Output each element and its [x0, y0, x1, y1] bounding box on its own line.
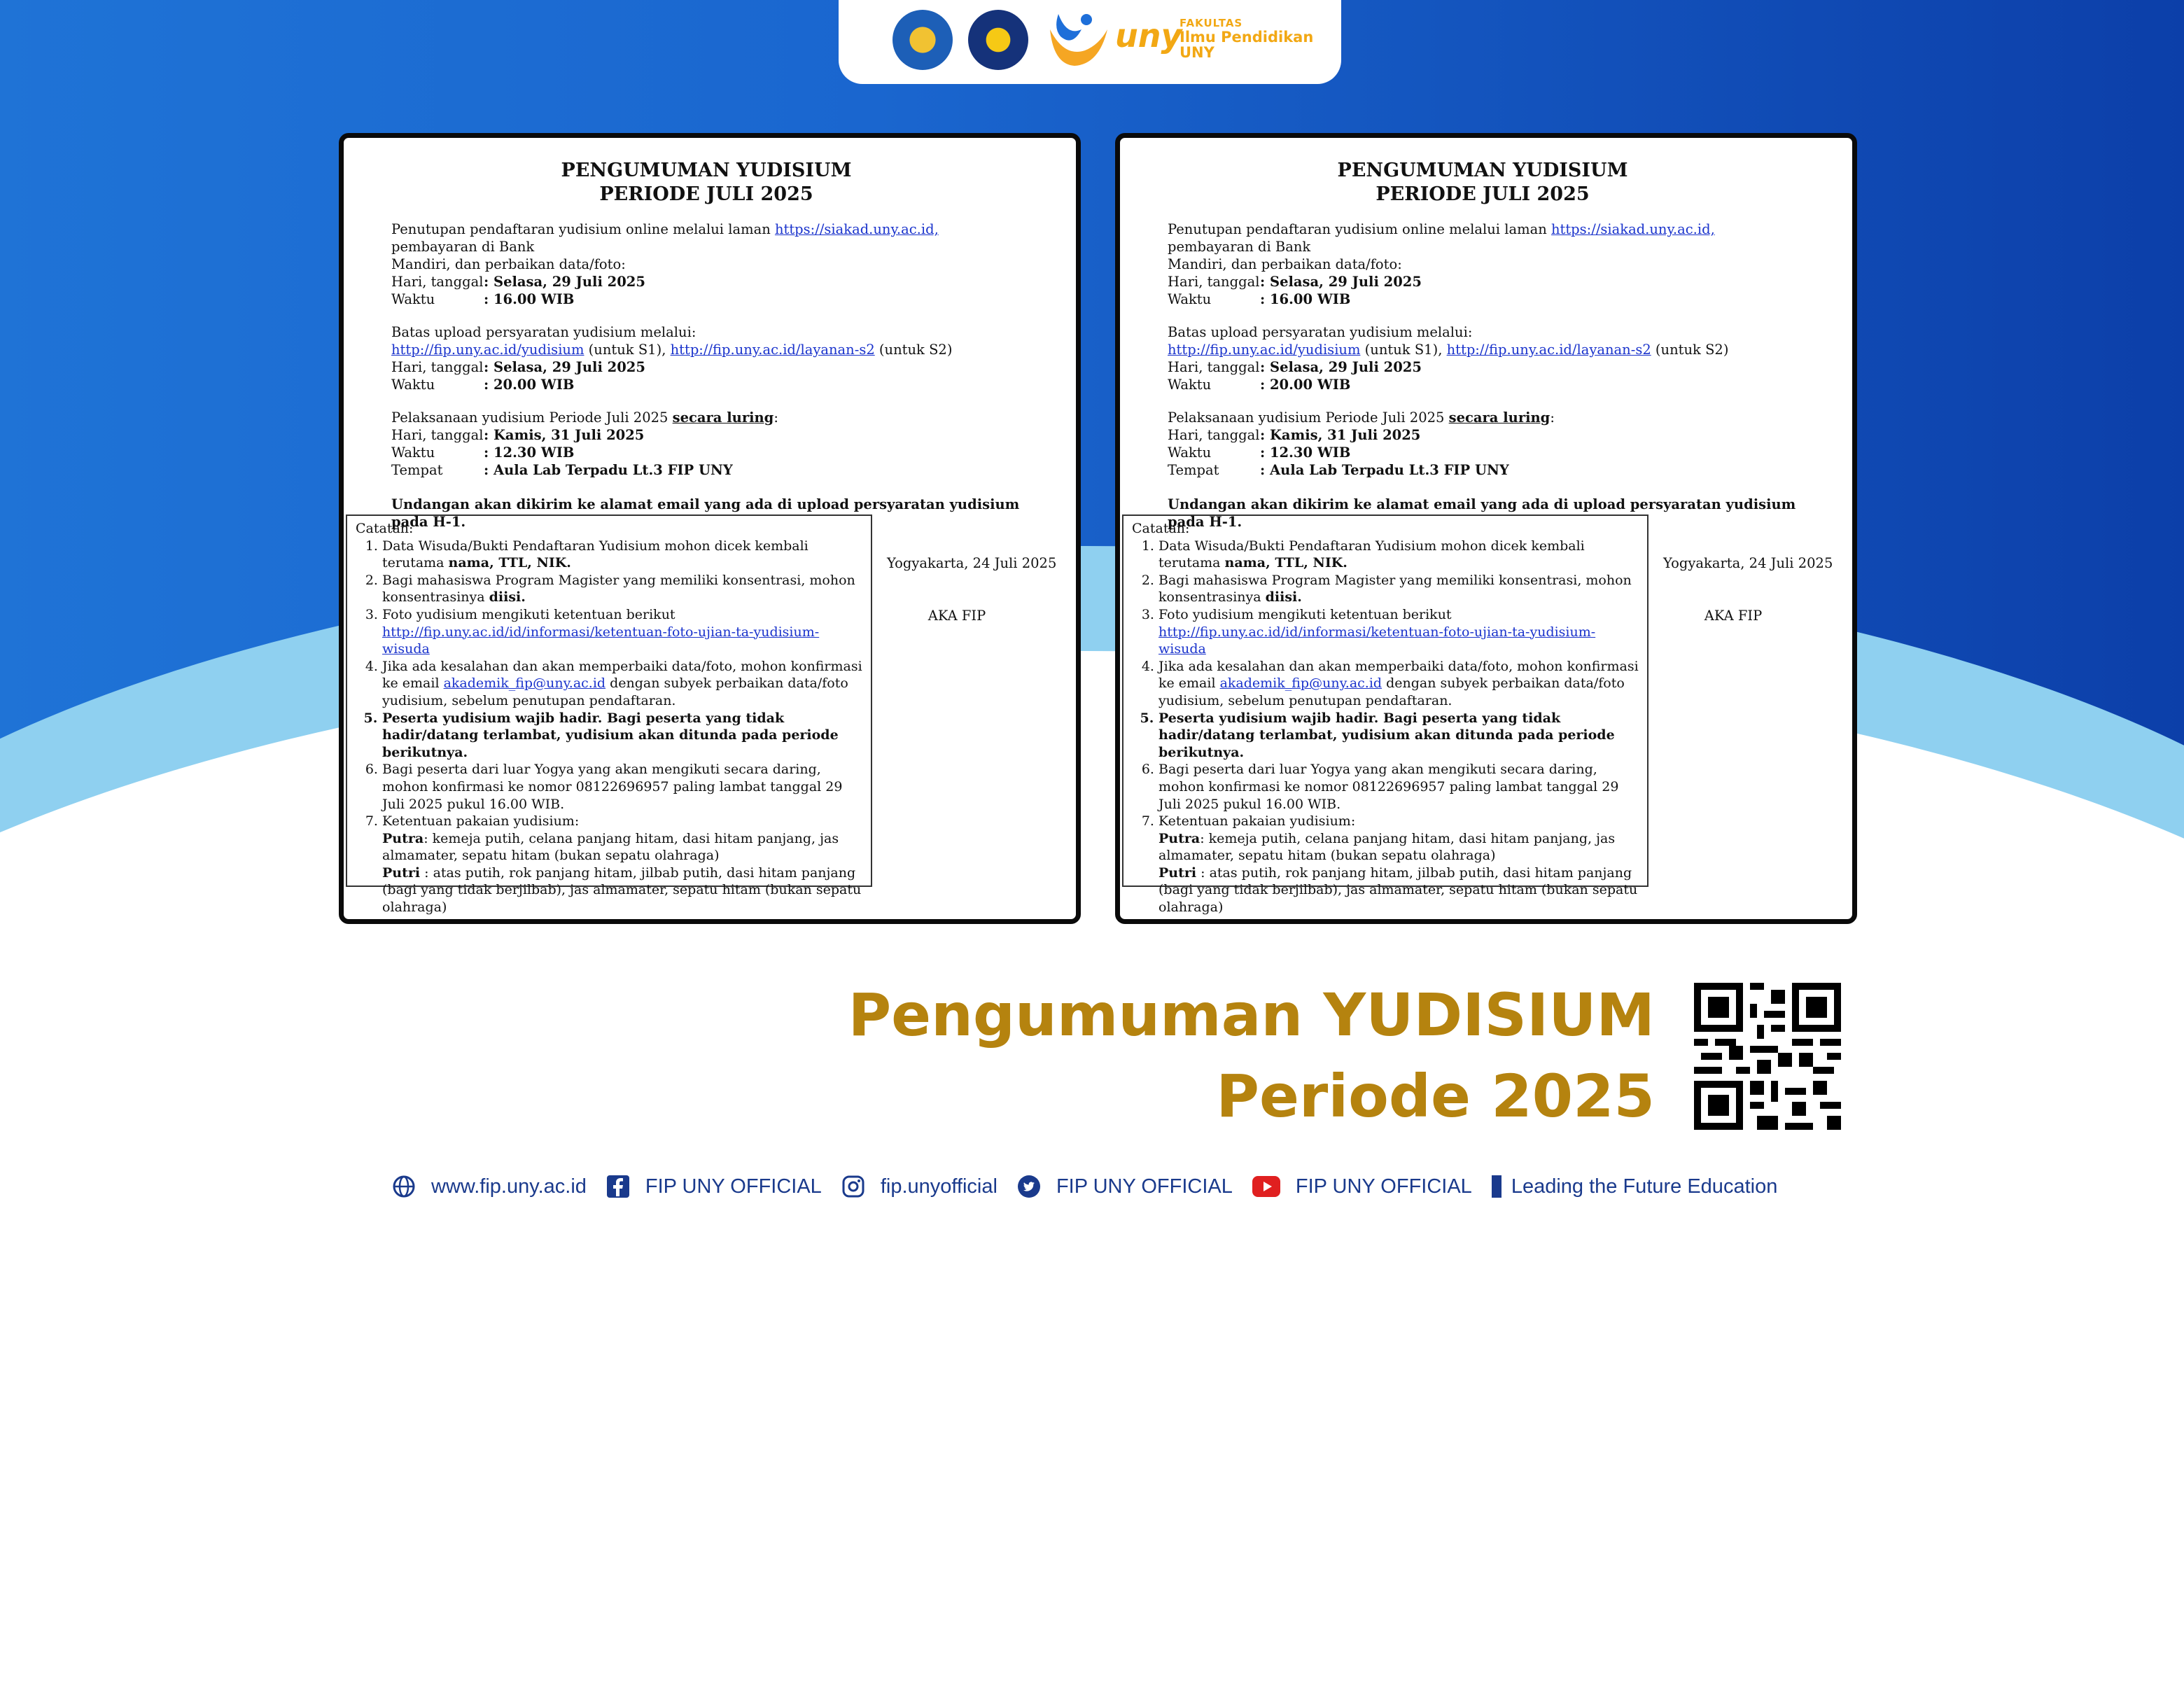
note-item: 6. Bagi peserta dari luar Yogya yang akan mengikuti secara daring, mohon konfirmasi ke nomor 08122696957 paling lambat tanggal 29 Juli 2025 pukul 16.00 WIB.: [382, 761, 864, 813]
note4-text: Jika ada kesalahan dan akan memperbaiki data/foto, mohon konfirmasi ke email: [382, 658, 862, 692]
p3-date-key: Hari, tanggal: [391, 427, 484, 443]
p2-date-key: Hari, tanggal: [391, 359, 484, 375]
note4-text-after: dengan subyek perbaikan data/foto yudisium, sebelum penutupan pendaftaran.: [1158, 676, 1625, 708]
logo-fakultas-line1: FAKULTAS: [1180, 17, 1243, 29]
p3-time-key: Waktu: [391, 444, 435, 461]
website-text: www.fip.uny.ac.id: [431, 1175, 587, 1198]
p3-time-key: Waktu: [1168, 444, 1212, 461]
p1-date-value: : Selasa, 29 Juli 2025: [1260, 274, 1422, 290]
registration-closing-section: [391, 220, 1021, 308]
note3-text: Foto yudisium mengikuti ketentuan berikut: [1158, 606, 1452, 622]
youtube-text: FIP UNY OFFICIAL: [1295, 1175, 1472, 1198]
document-title: [1168, 159, 1798, 206]
email-link[interactable]: akademik_fip@uny.ac.id: [1219, 676, 1382, 692]
p1-date-value: : Selasa, 29 Juli 2025: [484, 274, 645, 290]
signature-city-date: Yogyakarta, 24 Juli 2025: [887, 555, 1057, 571]
facebook-icon: [606, 1175, 630, 1198]
siakad-link[interactable]: https://siakad.uny.ac.id,: [1550, 221, 1715, 237]
notes-heading: Catatan:: [1132, 521, 1190, 536]
title-line1: PENGUMUMAN YUDISIUM: [1337, 160, 1628, 181]
p3-colon: :: [1550, 410, 1555, 426]
note1-text: Data Wisuda/Bukti Pendaftaran Yudisium mohon dicek kembali terutama: [382, 538, 808, 571]
p3-luring: secara luring: [1448, 410, 1550, 426]
footer-facebook[interactable]: [606, 1175, 822, 1198]
twitter-text: FIP UNY OFFICIAL: [1056, 1175, 1233, 1198]
p2-line1: Batas upload persyaratan yudisium melalui:: [1168, 324, 1473, 340]
title-line1: PENGUMUMAN YUDISIUM: [561, 160, 852, 181]
signature-block: [1663, 555, 1833, 624]
p3-date-key: Hari, tanggal: [1168, 427, 1260, 443]
note-item: [382, 813, 864, 916]
photo-rules-link[interactable]: http://fip.uny.ac.id/id/informasi/ketentuan-foto-ujian-ta-yudisium-wisuda: [1158, 624, 1596, 657]
p3-place-key: Tempat: [1168, 462, 1219, 478]
note-item: [1158, 813, 1640, 916]
note-item: [1158, 606, 1640, 658]
p2-date-key: Hari, tanggal: [1168, 359, 1260, 375]
email-link[interactable]: akademik_fip@uny.ac.id: [443, 676, 606, 692]
putri-label: Putri: [1158, 864, 1197, 881]
footer-bar: [392, 1169, 1797, 1204]
note4-text-after: dengan subyek perbaikan data/foto yudisium, sebelum penutupan pendaftaran.: [382, 676, 848, 708]
p2-date-value: : Selasa, 29 Juli 2025: [1260, 359, 1422, 375]
p3-place-value: : Aula Lab Terpadu Lt.3 FIP UNY: [484, 462, 733, 478]
p2-line1: Batas upload persyaratan yudisium melalui:: [391, 324, 696, 340]
p2-time-value: : 20.00 WIB: [484, 377, 575, 393]
document-title: [391, 159, 1021, 206]
footer-instagram[interactable]: [841, 1175, 997, 1198]
note-item: 5. Peserta yudisium wajib hadir. Bagi peserta yang tidak hadir/datang terlambat, yudisium akan ditunda pada periode berikutnya.: [382, 710, 864, 762]
swoosh-logo: [1043, 8, 1113, 71]
note2-bold: diisi.: [1265, 589, 1302, 606]
logo-bar: [839, 0, 1341, 84]
registration-closing-section: [1168, 220, 1798, 308]
kemendikbud-logo: [892, 10, 953, 70]
p1-date-key: Hari, tanggal: [391, 274, 484, 290]
facebook-text: FIP UNY OFFICIAL: [645, 1175, 822, 1198]
note-item: 5. Peserta yudisium wajib hadir. Bagi peserta yang tidak hadir/datang terlambat, yudisium akan ditunda pada periode berikutnya.: [1158, 710, 1640, 762]
signature-block: [887, 555, 1056, 624]
note-item: [382, 658, 864, 710]
siakad-link[interactable]: https://siakad.uny.ac.id,: [774, 221, 939, 237]
invitation-note: Undangan akan dikirim ke alamat email yang ada di upload persyaratan yudisium pada H-1.: [391, 496, 1020, 530]
note-item: [1158, 538, 1640, 572]
signature-org: AKA FIP: [927, 608, 986, 624]
note1-bold: nama, TTL, NIK.: [448, 555, 571, 571]
note2-text: Bagi mahasiswa Program Magister yang memiliki konsentrasi, mohon konsentrasinya: [1158, 572, 1632, 606]
p2-time-key: Waktu: [1168, 377, 1212, 393]
logo-fakultas-line2: Ilmu Pendidikan: [1180, 28, 1314, 46]
p3-time-value: : 12.30 WIB: [484, 444, 575, 461]
note1-text: Data Wisuda/Bukti Pendaftaran Yudisium mohon dicek kembali terutama: [1158, 538, 1585, 571]
note-item: [1158, 658, 1640, 710]
putri-text: : atas putih, rok panjang hitam, jilbab putih, dasi hitam panjang (bagi yang tidak berjilbab), jas almamater, sepatu hitam (bukan sepatu olahraga): [1158, 864, 1638, 916]
p1-time-key: Waktu: [391, 291, 435, 307]
note2-bold: diisi.: [489, 589, 526, 606]
p3-line1: Pelaksanaan yudisium Periode Juli 2025: [391, 410, 673, 426]
p1-line2: Mandiri, dan perbaikan data/foto:: [391, 256, 626, 272]
p1-text-after: pembayaran di Bank: [391, 239, 535, 255]
p3-date-value: : Kamis, 31 Juli 2025: [484, 427, 645, 443]
youtube-icon: [1252, 1175, 1280, 1198]
uny-seal-logo: [968, 10, 1028, 70]
note7-heading: Ketentuan pakaian yudisium:: [382, 813, 580, 830]
footer-website[interactable]: [392, 1175, 587, 1198]
layanan-s2-link[interactable]: http://fip.uny.ac.id/layanan-s2: [670, 342, 875, 358]
putra-text: : kemeja putih, celana panjang hitam, dasi hitam panjang, jas almamater, sepatu hitam (bukan sepatu olahraga): [382, 830, 839, 864]
p1-time-value: : 16.00 WIB: [484, 291, 575, 307]
notes-list: [1132, 538, 1640, 916]
notes-list: [356, 538, 864, 916]
note1-bold: nama, TTL, NIK.: [1224, 555, 1348, 571]
p3-line1: Pelaksanaan yudisium Periode Juli 2025: [1168, 410, 1449, 426]
twitter-icon: [1017, 1175, 1041, 1198]
logo-fakultas-text: [1180, 18, 1320, 60]
p3-time-value: : 12.30 WIB: [1260, 444, 1351, 461]
p2-date-value: : Selasa, 29 Juli 2025: [484, 359, 645, 375]
footer-tagline: [1492, 1175, 1778, 1198]
instagram-icon: [841, 1175, 865, 1198]
signature-city-date: Yogyakarta, 24 Juli 2025: [1663, 555, 1833, 571]
putra-label: Putra: [382, 830, 424, 846]
logo-fakultas-line3: UNY: [1180, 43, 1214, 61]
layanan-s2-link[interactable]: http://fip.uny.ac.id/layanan-s2: [1446, 342, 1651, 358]
yudisium-link[interactable]: http://fip.uny.ac.id/yudisium: [391, 342, 584, 358]
putra-text: : kemeja putih, celana panjang hitam, dasi hitam panjang, jas almamater, sepatu hitam (bukan sepatu olahraga): [1158, 830, 1616, 864]
p1-time-value: : 16.00 WIB: [1260, 291, 1351, 307]
upload-deadline-section: [391, 323, 1021, 393]
putri-text: : atas putih, rok panjang hitam, jilbab putih, dasi hitam panjang (bagi yang tidak berjilbab), jas almamater, sepatu hitam (bukan sepatu olahraga): [382, 864, 862, 916]
p3-colon: :: [774, 410, 778, 426]
note-item: 6. Bagi peserta dari luar Yogya yang akan mengikuti secara daring, mohon konfirmasi ke nomor 08122696957 paling lambat tanggal 29 Juli 2025 pukul 16.00 WIB.: [1158, 761, 1640, 813]
invitation-note: Undangan akan dikirim ke alamat email yang ada di upload persyaratan yudisium pada H-1.: [1168, 496, 1796, 530]
instagram-text: fip.unyofficial: [880, 1175, 997, 1198]
tagline-bar-icon: [1492, 1175, 1502, 1198]
note7-heading: Ketentuan pakaian yudisium:: [1158, 813, 1356, 830]
note-item: [1158, 572, 1640, 606]
yudisium-link[interactable]: http://fip.uny.ac.id/yudisium: [1168, 342, 1361, 358]
putri-label: Putri: [382, 864, 421, 881]
p1-time-key: Waktu: [1168, 291, 1212, 307]
note4-text: Jika ada kesalahan dan akan memperbaiki data/foto, mohon konfirmasi ke email: [1158, 658, 1639, 692]
notes-heading: Catatan:: [356, 521, 414, 536]
upload-deadline-section: [1168, 323, 1798, 393]
headline-line2: Periode 2025: [1216, 1062, 1655, 1130]
note-item: [382, 572, 864, 606]
p1-text: Penutupan pendaftaran yudisium online melalui laman: [391, 221, 775, 237]
p2-mid1: (untuk S1),: [584, 342, 671, 358]
p1-line2: Mandiri, dan perbaikan data/foto:: [1168, 256, 1402, 272]
p2-mid2: (untuk S2): [1651, 342, 1729, 358]
p3-date-value: : Kamis, 31 Juli 2025: [1260, 427, 1421, 443]
announcement-document-right: [1115, 133, 1857, 924]
note-item: [382, 538, 864, 572]
note3-text: Foto yudisium mengikuti ketentuan berikut: [382, 606, 676, 622]
announcement-document-left: [339, 133, 1081, 924]
p2-mid2: (untuk S2): [874, 342, 953, 358]
p3-place-key: Tempat: [391, 462, 443, 478]
globe-icon: [392, 1175, 416, 1198]
putra-label: Putra: [1158, 830, 1200, 846]
notes-box: [1122, 514, 1648, 916]
ceremony-section: [1168, 409, 1798, 479]
p1-text-after: pembayaran di Bank: [1168, 239, 1311, 255]
title-line2: PERIODE JULI 2025: [1376, 183, 1590, 205]
headline-line1: Pengumuman YUDISIUM: [848, 981, 1655, 1049]
p2-mid1: (untuk S1),: [1360, 342, 1447, 358]
note-item: [382, 606, 864, 658]
p2-time-key: Waktu: [391, 377, 435, 393]
tagline-text: Leading the Future Education: [1511, 1175, 1778, 1198]
p1-text: Penutupan pendaftaran yudisium online melalui laman: [1168, 221, 1551, 237]
p3-luring: secara luring: [672, 410, 774, 426]
footer-twitter[interactable]: [1017, 1175, 1233, 1198]
ceremony-section: [391, 409, 1021, 479]
p2-time-value: : 20.00 WIB: [1260, 377, 1351, 393]
headline: [848, 974, 1655, 1137]
signature-org: AKA FIP: [1704, 608, 1763, 624]
footer-youtube[interactable]: [1252, 1175, 1472, 1198]
logo-uny-script: uny: [1115, 17, 1182, 55]
p1-date-key: Hari, tanggal: [1168, 274, 1260, 290]
p3-place-value: : Aula Lab Terpadu Lt.3 FIP UNY: [1260, 462, 1509, 478]
notes-box: [346, 514, 872, 916]
qr-code-icon[interactable]: [1694, 983, 1841, 1130]
note2-text: Bagi mahasiswa Program Magister yang memiliki konsentrasi, mohon konsentrasinya: [382, 572, 855, 606]
title-line2: PERIODE JULI 2025: [599, 183, 813, 205]
photo-rules-link[interactable]: http://fip.uny.ac.id/id/informasi/ketentuan-foto-ujian-ta-yudisium-wisuda: [382, 624, 820, 657]
